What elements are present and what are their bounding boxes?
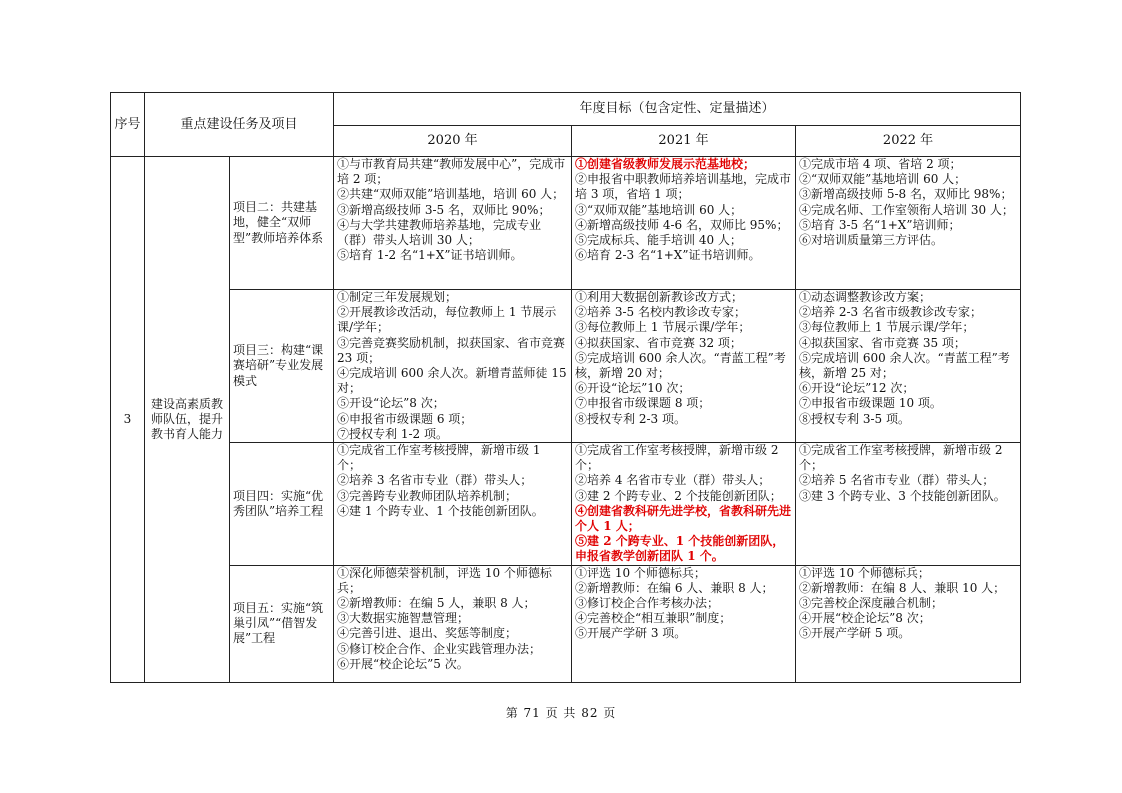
goal-item: ①完成省工作室考核授牌，新增市级 2 个； — [799, 443, 1007, 473]
goal-item-highlight: ⑤建 2 个跨专业、1 个技能创新团队，申报省教学创新团队 1 个。 — [575, 534, 785, 564]
goal-item-highlight: ④创建省教科研先进学校，省教科研先进个人 1 人； — [575, 503, 792, 534]
goal-item: ④完善引进、退出、奖惩等制度； — [337, 626, 518, 641]
goal-item: ②开展教诊改活动，每位教师上 1 节展示课/学年； — [337, 305, 557, 335]
header-annual-goal: 年度目标（包含定性、定量描述） — [334, 93, 1021, 126]
goal-item: ⑤完成培训 600 余人次。“青蓝工程”考核，新增 20 对； — [575, 350, 786, 381]
goal-item: ④完善校企“相互兼职”制度； — [575, 611, 732, 626]
goal-item: ③完善校企深度融合机制； — [799, 596, 944, 611]
goal-2020 — [334, 290, 572, 443]
goal-2021 — [572, 157, 796, 290]
goal-item: ⑤培育 1-2 名“1+X”证书培训师。 — [337, 248, 523, 263]
project-row-4 — [111, 443, 1021, 566]
goal-item: ③完善竞赛奖励机制，拟获国家、省市竞赛 23 项； — [337, 335, 569, 365]
goal-2021 — [572, 290, 796, 443]
goal-item: ⑥开展“校企论坛”5 次。 — [337, 656, 469, 671]
goal-2022 — [796, 565, 1021, 682]
page-number-footer: 第 71 页 共 82 页 — [505, 706, 617, 720]
goal-item: ③大数据实施智慧管理； — [337, 611, 470, 626]
goal-item: ⑤培育 3-5 名“1+X”培训师； — [799, 217, 961, 232]
goal-item: ④开展“校企论坛”8 次； — [799, 611, 931, 626]
goal-item: ②培养 3 名省市专业（群）带头人； — [337, 473, 533, 488]
goal-item: ⑧授权专利 2-3 项。 — [575, 411, 686, 426]
goal-item: ⑦授权专利 1-2 项。 — [337, 426, 448, 441]
row-seq: 3 — [111, 157, 145, 683]
header-row-1 — [111, 93, 1021, 126]
goal-item: ⑧授权专利 3-5 项。 — [799, 411, 910, 426]
goal-item: ④完成名师、工作室领衔人培训 30 人； — [799, 202, 1014, 217]
header-year-2021: 2021 年 — [572, 126, 796, 157]
goal-item: ②新增教师：在编 5 人，兼职 8 人； — [337, 596, 536, 611]
project-name: 项目三：构建“课赛培研”专业发展模式 — [230, 290, 334, 443]
goal-2021 — [572, 443, 796, 566]
goal-item: ④建 1 个跨专业、1 个技能创新团队。 — [337, 503, 544, 518]
goal-item: ③完善跨专业教师团队培养机制； — [337, 488, 518, 503]
header-year-2020: 2020 年 — [334, 126, 572, 157]
goal-item: ④与大学共建教师培养基地，完成专业（群）带头人培训 30 人； — [337, 217, 542, 248]
header-task: 重点建设任务及项目 — [145, 93, 334, 157]
goal-item: ②新增教师：在编 6 人、兼职 8 人； — [575, 580, 774, 595]
goal-item: ②共建“双师双能”培训基地，培训 60 人； — [337, 187, 565, 202]
goal-item: ①制定三年发展规划； — [337, 290, 458, 304]
goal-item: ③新增高级技师 5-8 名，双师比 98%； — [799, 187, 1013, 202]
goal-item: ②培养 2-3 名省市级教诊改专家； — [799, 305, 982, 320]
goal-item: ②培养 3-5 名校内教诊改专家； — [575, 305, 746, 320]
goal-item: ⑦申报省市级课题 8 项； — [575, 396, 711, 411]
goal-item: ④拟获国家、省市竞赛 35 项； — [799, 335, 966, 350]
goal-2022 — [796, 443, 1021, 566]
goal-item: ①与市教育局共建“教师发展中心”，完成市培 2 项； — [337, 157, 566, 187]
goal-item: ②申报省中职教师培养培训基地，完成市培 3 项，省培 1 项； — [575, 172, 792, 202]
goal-item: ③每位教师上 1 节展示课/学年； — [799, 320, 975, 335]
goal-item: ⑤完成培训 600 余人次。“青蓝工程”考核，新增 25 对； — [799, 350, 1010, 381]
goal-item: ④拟获国家、省市竞赛 32 项； — [575, 335, 742, 350]
goal-item: ④新增高级技师 4-6 名，双师比 95%； — [575, 217, 789, 232]
goal-item: ⑤开展产学研 3 项。 — [575, 626, 687, 641]
goal-2021 — [572, 565, 796, 682]
goal-item: ③建 3 个跨专业、3 个技能创新团队。 — [799, 488, 1006, 503]
goal-2020 — [334, 157, 572, 290]
goal-item: ⑤开设“论坛”8 次； — [337, 396, 445, 411]
goal-item: ③建 2 个跨专业、2 个技能创新团队； — [575, 488, 782, 503]
construction-plan-table — [110, 92, 1021, 683]
header-seq: 序号 — [111, 93, 145, 157]
goal-item: ⑥对培训质量第三方评估。 — [799, 233, 944, 248]
goal-item: ①评选 10 个师德标兵； — [575, 565, 706, 580]
row-task: 建设高素质教师队伍，提升教书育人能力 — [145, 157, 230, 683]
goal-item: ⑥开设“论坛”12 次； — [799, 381, 915, 396]
goal-2020 — [334, 565, 572, 682]
goal-item-highlight: ①创建省级教师发展示范基地校； — [575, 157, 756, 171]
goal-item: ②培养 5 名省市专业（群）带头人； — [799, 473, 995, 488]
project-name: 项目四：实施“优秀团队”培养工程 — [230, 443, 334, 566]
project-row-5 — [111, 565, 1021, 682]
goal-item: ⑤修订校企合作、企业实践管理办法； — [337, 641, 542, 656]
goal-2022 — [796, 157, 1021, 290]
goal-item: ⑤开展产学研 5 项。 — [799, 626, 911, 641]
goal-item: ①动态调整教诊改方案； — [799, 290, 932, 304]
goal-item: ⑤完成标兵、能手培训 40 人； — [575, 233, 742, 248]
goal-item: ⑥培育 2-3 名“1+X”证书培训师。 — [575, 248, 761, 263]
goal-item: ①完成省工作室考核授牌，新增市级 1 个； — [337, 443, 545, 473]
goal-item: ②新增教师：在编 8 人、兼职 10 人； — [799, 580, 1006, 595]
goal-item: ⑥申报省市级课题 6 项； — [337, 411, 473, 426]
goal-item: ③新增高级技师 3-5 名，双师比 90%； — [337, 202, 551, 217]
header-year-2022: 2022 年 — [796, 126, 1021, 157]
goal-item: ①评选 10 个师德标兵； — [799, 565, 930, 580]
goal-item: ⑦申报省市级课题 10 项。 — [799, 396, 942, 411]
goal-item: ①完成省工作室考核授牌，新增市级 2 个； — [575, 443, 783, 473]
goal-item: ③每位教师上 1 节展示课/学年； — [575, 320, 751, 335]
goal-2022 — [796, 290, 1021, 443]
goal-item: ④完成培训 600 余人次。新增青蓝师徒 15 对； — [337, 366, 571, 396]
goal-item: ②“双师双能”基地培训 60 人； — [799, 172, 967, 187]
goal-item: ①完成市培 4 项、省培 2 项； — [799, 157, 962, 171]
goal-item: ①深化师德荣誉机制，评选 10 个师德标兵； — [337, 565, 552, 595]
goal-item: ⑥开设“论坛”10 次； — [575, 381, 691, 396]
project-name: 项目二：共建基地，健全“双师型”教师培养体系 — [230, 157, 334, 290]
goal-item: ③“双师双能”基地培训 60 人； — [575, 202, 743, 217]
goal-item: ①利用大数据创新教诊改方式； — [575, 290, 744, 304]
goal-item: ③修订校企合作考核办法； — [575, 596, 720, 611]
project-row-2 — [111, 157, 1021, 290]
goal-2020 — [334, 443, 572, 566]
project-row-3 — [111, 290, 1021, 443]
project-name: 项目五：实施“筑巢引凤”“借智发展”工程 — [230, 565, 334, 682]
goal-item: ②培养 4 名省市专业（群）带头人； — [575, 473, 771, 488]
